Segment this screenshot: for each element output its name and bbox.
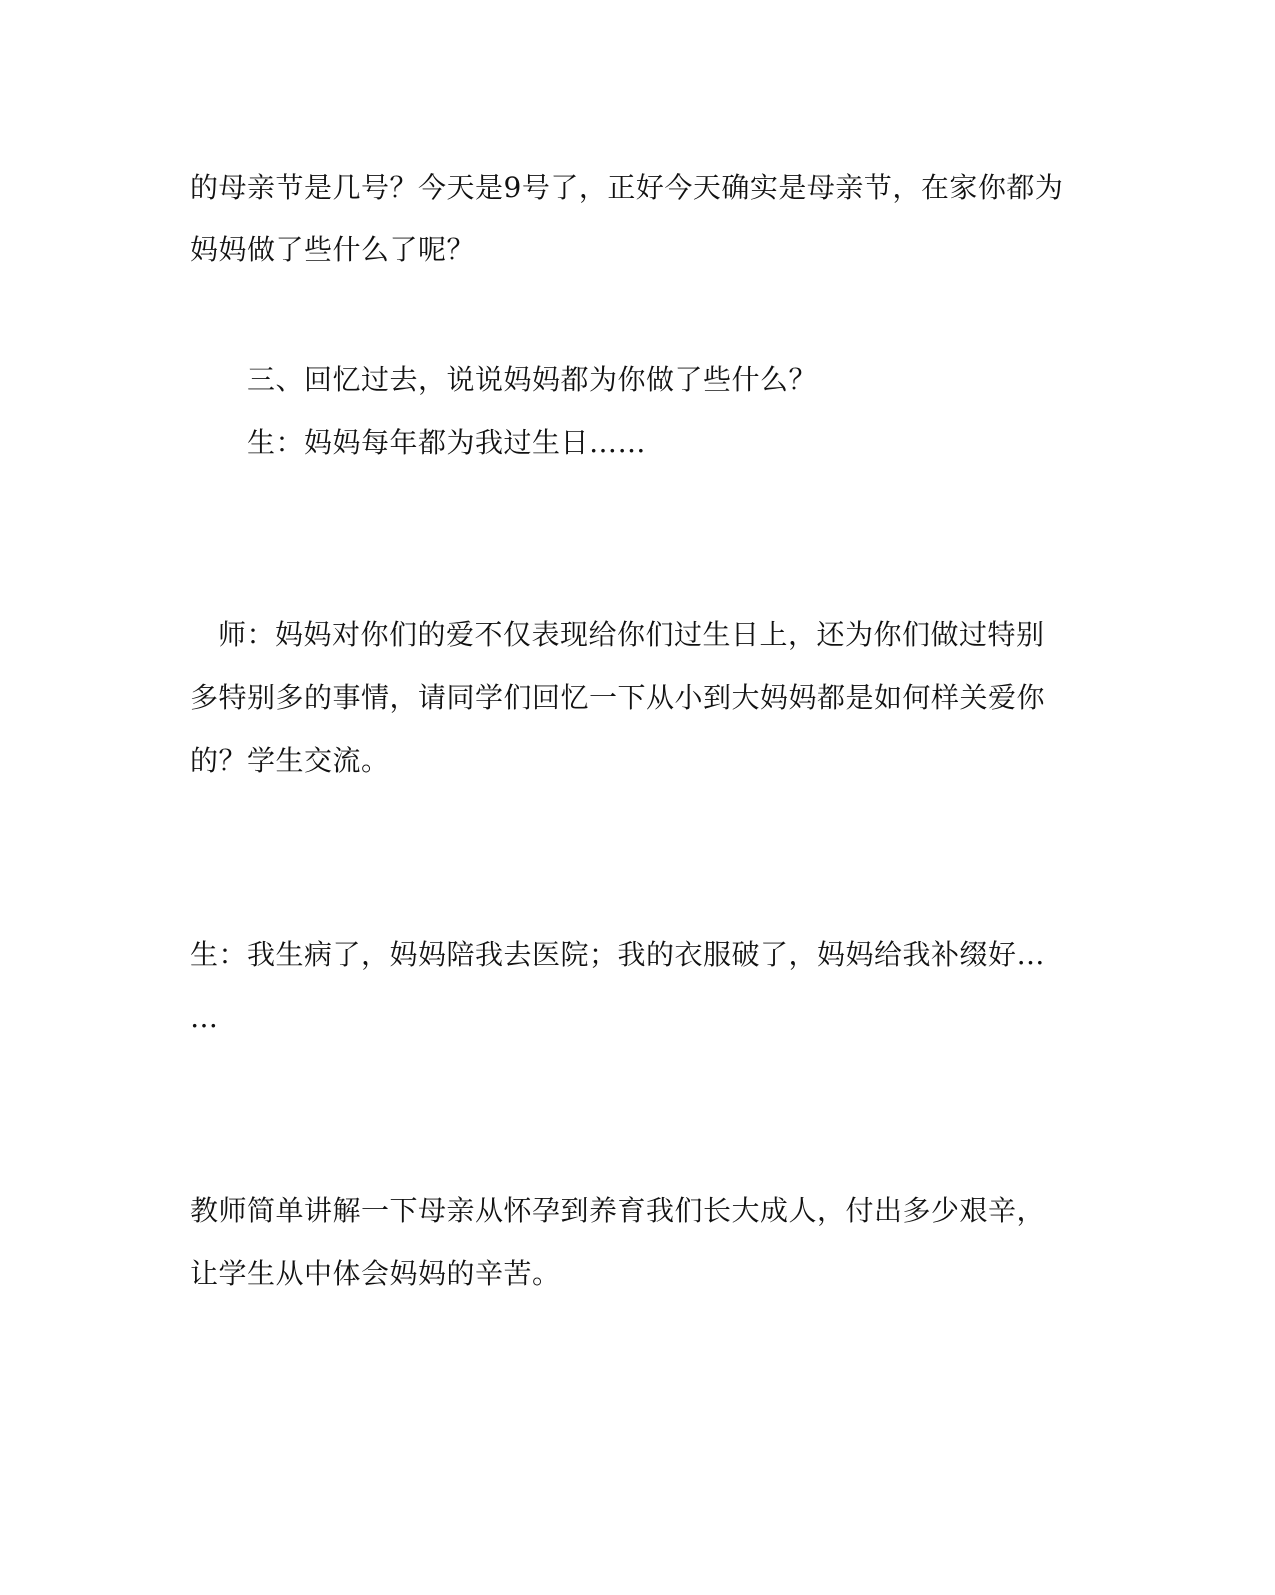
paragraph-line: 的母亲节是几号？今天是9号了，正好今天确实是母亲节，在家你都为 xyxy=(190,171,1064,204)
teacher-paragraph-line: 多特别多的事情，请同学们回忆一下从小到大妈妈都是如何样关爱你 xyxy=(190,681,1046,714)
student-answer: 生：妈妈每年都为我过生日…… xyxy=(247,426,647,459)
teacher-paragraph-line: 的？学生交流。 xyxy=(190,744,390,777)
teacher-paragraph-line: 师：妈妈对你们的爱不仅表现给你们过生日上，还为你们做过特别 xyxy=(218,618,1045,651)
student-answer-line: … xyxy=(190,1001,219,1034)
student-answer-line: 生：我生病了，妈妈陪我去医院；我的衣服破了，妈妈给我补缀好… xyxy=(190,938,1046,971)
teacher-explanation-line: 让学生从中体会妈妈的辛苦。 xyxy=(190,1257,561,1290)
paragraph-line: 妈妈做了些什么了呢？ xyxy=(190,233,476,266)
section-heading: 三、回忆过去，说说妈妈都为你做了些什么？ xyxy=(247,363,818,396)
teacher-explanation-line: 教师简单讲解一下母亲从怀孕到养育我们长大成人，付出多少艰辛， xyxy=(190,1194,1046,1227)
